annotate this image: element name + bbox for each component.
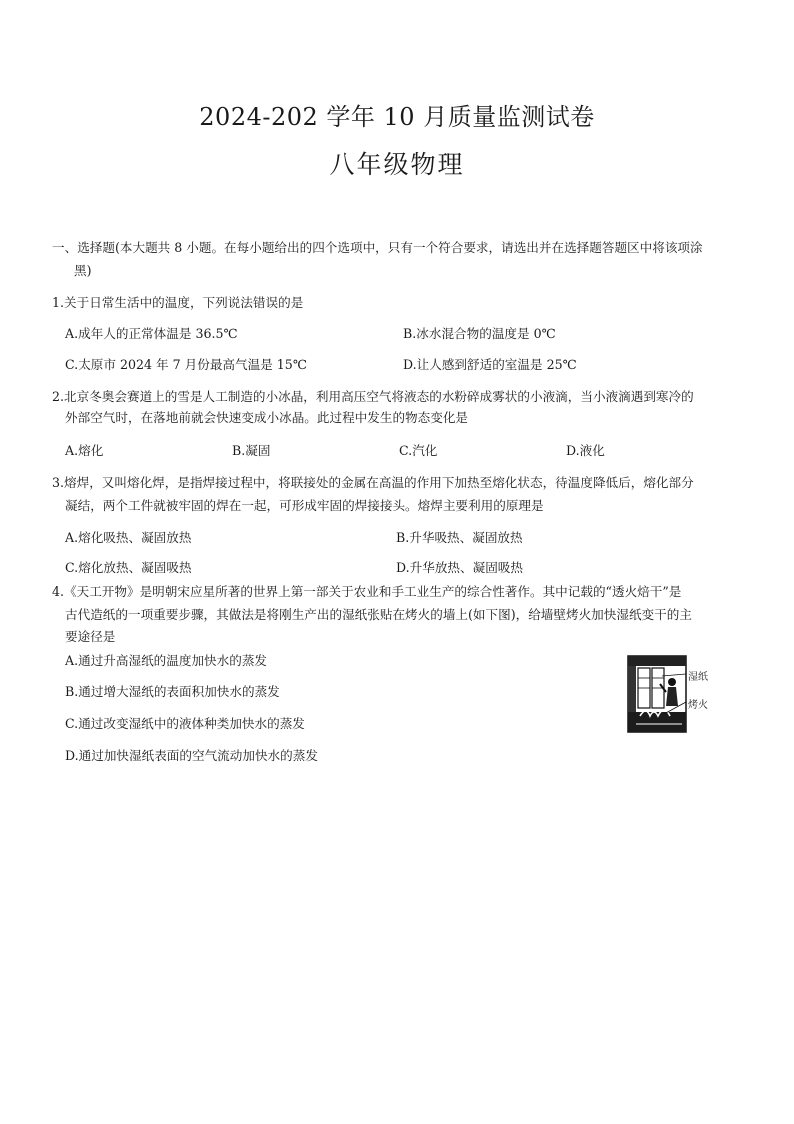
question-4-option-d: D.通过加快湿纸表面的空气流动加快水的蒸发 — [65, 748, 318, 763]
figure-label-wet-paper: 湿纸 — [688, 672, 708, 683]
question-4-option-c: C.通过改变湿纸中的液体种类加快水的蒸发 — [65, 716, 305, 731]
question-1-option-a: A.成年人的正常体温是 36.5℃ — [65, 326, 238, 341]
question-4-option-b: B.通过增大湿纸的表面积加快水的蒸发 — [65, 684, 280, 699]
exam-title: 2024-202 学年 10 月质量监测试卷 — [199, 103, 595, 131]
question-1-option-c: C.太原市 2024 年 7 月份最高气温是 15℃ — [65, 357, 307, 372]
question-3-option-b: B.升华吸热、凝固放热 — [396, 530, 523, 545]
question-4-stem-line-2: 古代造纸的一项重要步骤，其做法是将刚生产出的湿纸张贴在烤火的墙上(如下图)，给墙壁烤火加快湿纸变干的主 — [65, 607, 692, 622]
question-2-stem-line-1: 2.北京冬奥会赛道上的雪是人工制造的小冰晶，利用高压空气将液态的水粉碎成雾状的小液滴，当小液滴遇到寒冷的 — [52, 389, 694, 404]
question-2-option-c: C.汽化 — [399, 443, 438, 458]
question-3-option-a: A.熔化吸热、凝固放热 — [65, 530, 192, 545]
figure-label-fire: 烤火 — [688, 700, 708, 711]
question-2-stem-line-2: 外部空气时，在落地前就会快速变成小冰晶。此过程中发生的物态变化是 — [65, 410, 468, 425]
question-2-option-a: A.熔化 — [65, 443, 104, 458]
question-4-stem-line-1: 4.《天工开物》是明朝宋应星所著的世界上第一部关于农业和手工业生产的综合性著作。其中记载的“透火焙干”是 — [52, 584, 682, 599]
question-3-option-c: C.熔化放热、凝固吸热 — [65, 560, 192, 575]
section-instruction-line-2: 黑) — [74, 263, 92, 278]
question-2-option-d: D.液化 — [566, 443, 605, 458]
question-3-stem-line-2: 凝结，两个工件就被牢固的焊在一起，可形成牢固的焊接接头。熔焊主要利用的原理是 — [65, 498, 544, 513]
question-4-option-a: A.通过升高湿纸的温度加快水的蒸发 — [65, 653, 268, 668]
section-instruction-line-1: 一、选择题(本大题共 8 小题。在每小题给出的四个选项中，只有一个符合要求，请选出并在选择题答题区中将该项涂 — [52, 240, 703, 255]
question-2-option-b: B.凝固 — [232, 443, 271, 458]
paper-drying-figure — [626, 654, 716, 734]
question-1-option-d: D.让人感到舒适的室温是 25℃ — [403, 357, 577, 372]
question-4-stem-line-3: 要途径是 — [65, 629, 116, 644]
exam-subject: 八年级物理 — [329, 150, 465, 179]
question-3-option-d: D.升华放热、凝固吸热 — [396, 560, 523, 575]
question-1-stem: 1.关于日常生活中的温度，下列说法错误的是 — [52, 295, 304, 310]
question-1-option-b: B.冰水混合物的温度是 0℃ — [403, 326, 556, 341]
question-3-stem-line-1: 3.熔焊，又叫熔化焊，是指焊接过程中，将联接处的金属在高温的作用下加热至熔化状态，待温度降低后，熔化部分 — [52, 475, 694, 490]
paper-drying-illustration — [626, 654, 716, 734]
